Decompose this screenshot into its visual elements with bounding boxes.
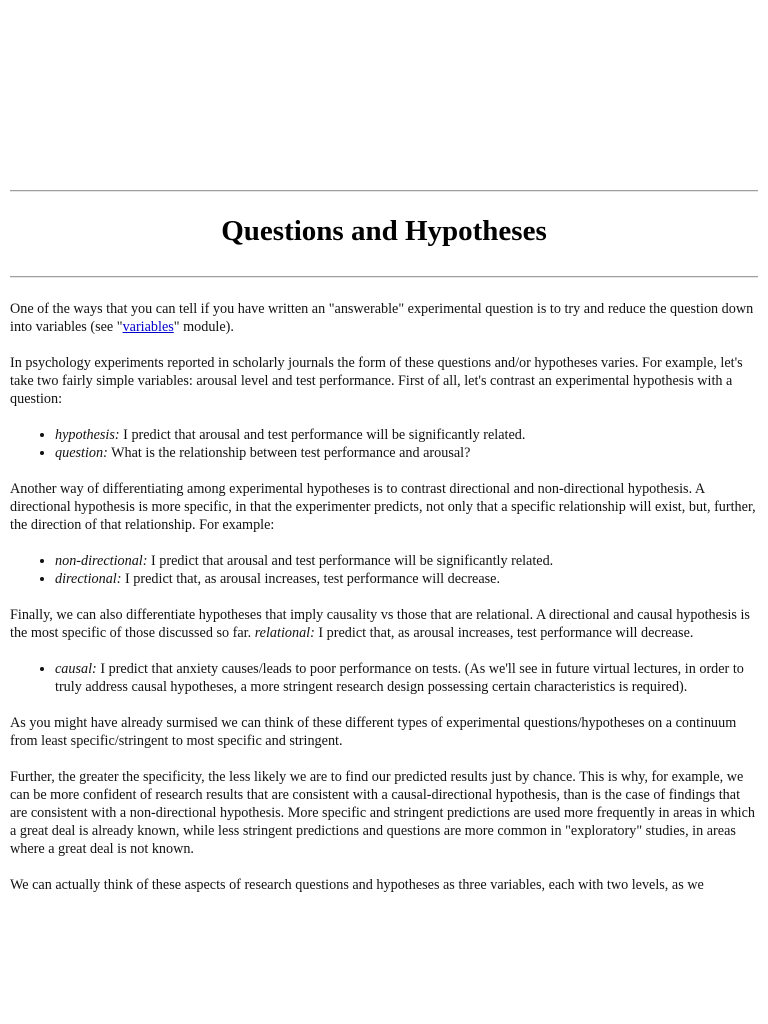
causality-text-before: Finally, we can also differentiate hypotheses that imply causality vs those that are relational. A directional and causal hypothesis is the most specific of those discussed so far. (10, 607, 750, 641)
list-item (55, 444, 760, 462)
list-item (55, 552, 760, 570)
term-relational: relational: (254, 625, 315, 641)
paragraph-causality (10, 606, 760, 642)
paragraph-directional: Another way of differentiating among experimental hypotheses is to contrast directional and non-directional hypothesis. A directional hypothesis is more specific, in that the experimenter predicts, not only that a specific relationship will exist, but, further, the direction of that relationship. For example: (10, 481, 756, 533)
term-question: question: (55, 445, 108, 461)
intro-text-before: One of the ways that you can tell if you have written an "answerable" experimental question is to try and reduce the question down into variables (see " (10, 301, 754, 335)
term-non-directional: non-directional: (55, 553, 148, 569)
paragraph-specificity: Further, the greater the specificity, the less likely we are to find our predicted results just by chance. This is why, for example, we can be more confident of research results that are consistent with a causal-directional hypothesis, than is the case of findings that are consistent with a non-directional hypothesis. More specific and stringent predictions are used more frequently in areas in which a great deal is already known, while less stringent predictions and questions are more common in "exploratory" studies, in areas where a great deal is not known. (10, 769, 756, 857)
term-directional: directional: (55, 571, 122, 587)
variables-link[interactable]: variables (122, 319, 174, 335)
paragraph-three-variables: We can actually think of these aspects of research questions and hypotheses as three variables, each with two levels, as we (10, 877, 704, 893)
article-body (10, 300, 760, 912)
term-causal: causal: (55, 661, 97, 677)
item-text: I predict that, as arousal increases, test performance will decrease. (121, 571, 501, 587)
item-text: I predict that anxiety causes/leads to poor performance on tests. (As we'll see in future virtual lectures, in order to truly address causal hypotheses, a more stringent research design possessing certain characteristics is required). (55, 661, 744, 695)
item-text: I predict that arousal and test performance will be significantly related. (147, 553, 554, 569)
bottom-divider (10, 276, 758, 278)
paragraph-continuum: As you might have already surmised we can think of these different types of experimental questions/hypotheses on a continuum from least specific/stringent to most specific and stringent. (10, 715, 737, 749)
paragraph-psychology: In psychology experiments reported in scholarly journals the form of these questions and/or hypotheses varies. For example, let's take two fairly simple variables: arousal level and test performance. First of all, let's contrast an experimental hypothesis with a question: (10, 355, 743, 407)
list-hypothesis-question (10, 426, 760, 462)
list-item (55, 660, 760, 696)
paragraph-intro (10, 300, 760, 336)
list-item (55, 570, 760, 588)
item-text: I predict that arousal and test performance will be significantly related. (119, 427, 526, 443)
page-title: Questions and Hypotheses (221, 215, 547, 247)
item-text: What is the relationship between test performance and arousal? (107, 445, 471, 461)
list-item (55, 426, 760, 444)
term-hypothesis: hypothesis: (55, 427, 120, 443)
list-causal (10, 660, 760, 696)
causality-text-after: I predict that, as arousal increases, test performance will decrease. (314, 625, 694, 641)
intro-text-after: " module). (173, 319, 234, 335)
list-directional (10, 552, 760, 588)
top-divider (10, 190, 758, 192)
